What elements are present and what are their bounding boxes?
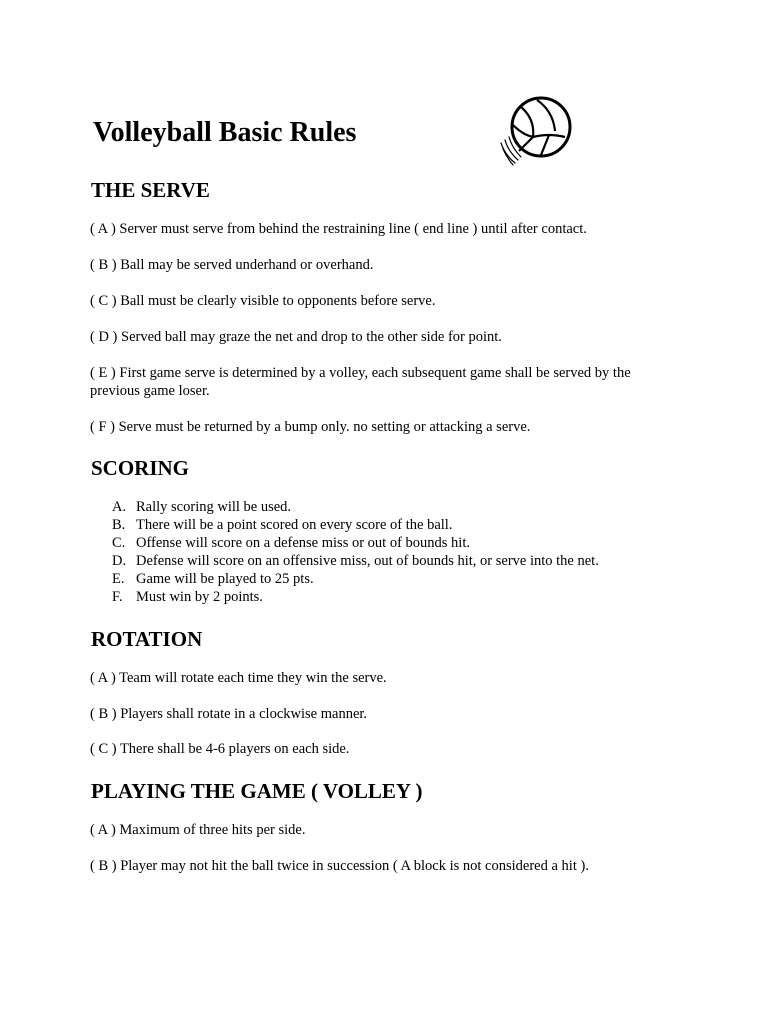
serve-rule-d: ( D ) Served ball may graze the net and drop to the other side for point. [90,329,502,345]
rotation-rule-b: ( B ) Players shall rotate in a clockwise manner. [90,706,368,722]
page-title: Volleyball Basic Rules [93,117,357,148]
list-item-text: There will be a point scored on every score of the ball. [136,517,453,533]
list-item-text: Defense will score on an offensive miss, out of bounds hit, or serve into the net. [136,553,599,569]
volleyball-icon [497,95,573,171]
section-heading-rotation: ROTATION [91,627,203,651]
list-item-text: Must win by 2 points. [136,589,263,605]
section-heading-serve: THE SERVE [91,178,210,202]
list-item [112,534,599,552]
list-item [112,570,599,588]
list-item-text: Rally scoring will be used. [136,499,292,515]
playing-rule-b: ( B ) Player may not hit the ball twice in succession ( A block is not considered a hit ). [90,858,589,874]
serve-rule-a: ( A ) Server must serve from behind the restraining line ( end line ) until after contact. [90,221,587,237]
section-heading-scoring: SCORING [91,456,190,480]
list-marker: A. [112,499,127,515]
serve-rule-e: ( E ) First game serve is determined by a volley, each subsequent game shall be served by the previous game loser. [90,365,631,399]
serve-rule-c: ( C ) Ball must be clearly visible to opponents before serve. [90,293,436,309]
list-marker: C. [112,535,126,551]
serve-rule-b: ( B ) Ball may be served underhand or overhand. [90,257,374,273]
list-item [112,516,599,534]
list-item-text: Offense will score on a defense miss or out of bounds hit. [136,535,470,551]
list-item [112,552,599,570]
list-marker: F. [112,589,123,605]
list-item-text: Game will be played to 25 pts. [136,571,314,587]
serve-rule-f: ( F ) Serve must be returned by a bump only. no setting or attacking a serve. [90,419,531,435]
section-heading-playing: PLAYING THE GAME ( VOLLEY ) [91,779,423,803]
list-marker: D. [112,553,127,569]
rotation-rule-c: ( C ) There shall be 4-6 players on each side. [90,741,350,757]
list-marker: B. [112,517,126,533]
scoring-list [112,498,599,606]
list-item [112,498,599,516]
playing-rule-a: ( A ) Maximum of three hits per side. [90,822,306,838]
rotation-rule-a: ( A ) Team will rotate each time they win the serve. [90,670,387,686]
list-item [112,588,599,606]
list-marker: E. [112,571,125,587]
